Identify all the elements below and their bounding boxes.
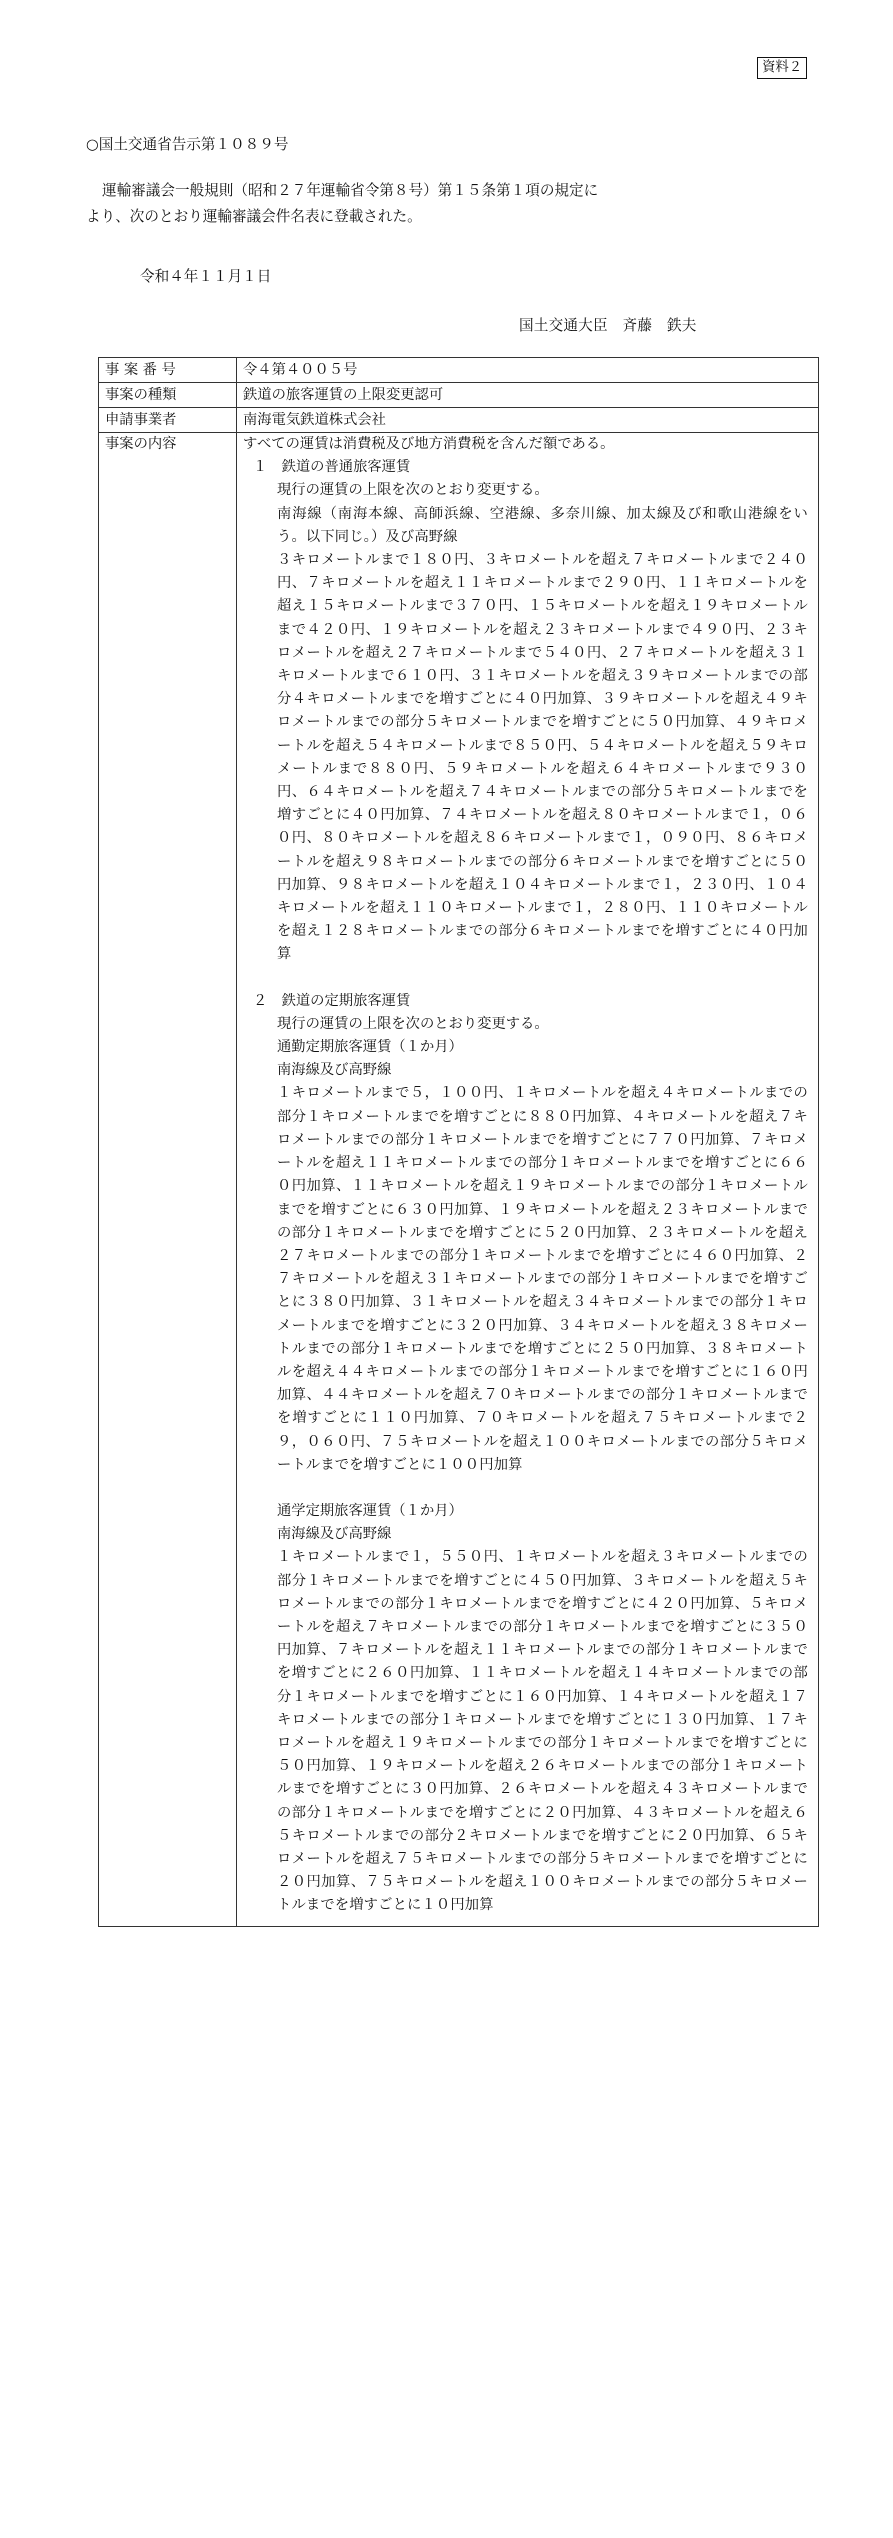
student-fare-text: １キロメートルまで１，５５０円、１キロメートルを超え３キロメートルまでの部分１キロメートルまでを増すごとに４５０円加算、３キロメートルを超え５キロメートルまでの部分１キロメートルまでを増すごとに４２０円加算、５キロメートルを超え７キロメートルまでの部分１キロメートルまでを増すごとに３５０円加算、７キロメートルを超え１１キロメートルまでの部分１キロメートルまでを増すごとに２６０円加算、１１キロメートルを超え１４キロメートルまでの部分１キロメートルまでを増すごとに１６０円加算、１４キロメートルを超え１７キロメートルまでの部分１キロメートルまでを増すごとに１３０円加算、１７キロメートルを超え１９キロメートルまでの部分１キロメートルまでを増すごとに５０円加算、１９キロメートルを超え２６キロメートルまでの部分１キロメートルまでを増すごとに３０円加算、２６キロメートルを超え４３キロメートルまでの部分１キロメートルまでを増すごとに２０円加算、４３キロメートルを超え６５キロメートルまでの部分２キロメートルまでを増すごとに２０円加算、６５キロメートルを超え７５キロメートルまでの部分５キロメートルまでを増すごとに２０円加算、７５キロメートルを超え１００キロメートルまでの部分５キロメートルまでを増すごとに１０円加算 <box>277 1549 808 1914</box>
section-2-title: ２ 鉄道の定期旅客運賃 <box>253 992 411 1009</box>
intro-line-2: より、次のとおり運輸審議会件名表に登載された。 <box>86 208 422 225</box>
document-badge: 資料２ <box>757 57 807 79</box>
commuter-heading: 通勤定期旅客運賃（１か月） <box>277 1039 463 1056</box>
commuter-fare-text: １キロメートルまで５，１００円、１キロメートルを超え４キロメートルまでの部分１キロメートルまでを増すごとに８８０円加算、４キロメートルを超え７キロメートルまでの部分１キロメートルまでを増すごとに７７０円加算、７キロメートルを超え１１キロメートルまでの部分１キロメートルまでを増すごとに６６０円加算、１１キロメートルを超え１９キロメートルまでの部分１キロメートルまでを増すごとに６３０円加算、１９キロメートルを超え２３キロメートルまでの部分１キロメートルまでを増すごとに５２０円加算、２３キロメートルを超え２７キロメートルまでの部分１キロメートルまでを増すごとに４６０円加算、２７キロメートルを超え３１キロメートルまでの部分１キロメートルまでを増すごとに３８０円加算、３１キロメートルを超え３４キロメートルまでの部分１キロメートルまでを増すごとに３２０円加算、３４キロメートルを超え３８キロメートルまでの部分１キロメートルまでを増すごとに２５０円加算、３８キロメートルを超え４４キロメートルまでの部分１キロメートルまでを増すごとに１６０円加算、４４キロメートルを超え７０キロメートルまでの部分１キロメートルまでを増すごとに１１０円加算、７０キロメートルを超え７５キロメートルまで２９，０６０円、７５キロメートルを超え１００キロメートルまでの部分５キロメートルまでを増すごとに１００円加算 <box>277 1085 808 1473</box>
content-lead: すべての運賃は消費税及び地方消費税を含んだ額である。 <box>243 436 615 452</box>
student-lines: 南海線及び高野線 <box>277 1526 392 1543</box>
case-number-label: 事 案 番 号 <box>99 358 237 383</box>
case-type-label: 事案の種類 <box>99 383 237 408</box>
case-details-table <box>98 357 819 1927</box>
case-type-value: 鉄道の旅客運賃の上限変更認可 <box>237 383 819 408</box>
row-applicant <box>99 408 819 433</box>
content-label: 事案の内容 <box>99 433 237 1927</box>
commuter-lines: 南海線及び高野線 <box>277 1062 392 1079</box>
content-value <box>237 433 819 1927</box>
student-heading: 通学定期旅客運賃（１か月） <box>277 1502 463 1519</box>
intro-line-1: 運輸審議会一般規則（昭和２７年運輸省令第８号）第１５条第１項の規定に <box>102 182 599 199</box>
spacer <box>243 967 818 990</box>
section-2-subtitle: 現行の運賃の上限を次のとおり変更する。 <box>277 1015 549 1032</box>
section-1-fare-text: ３キロメートルまで１８０円、３キロメートルを超え７キロメートルまで２４０円、７キロメートルを超え１１キロメートルまで２９０円、１１キロメートルを超え１５キロメートルまで３７０円、１５キロメートルを超え１９キロメートルまで４２０円、１９キロメートルを超え２３キロメートルまで４９０円、２３キロメートルを超え２７キロメートルまで５４０円、２７キロメートルを超え３１キロメートルまで６１０円、３１キロメートルを超え３９キロメートルまでの部分４キロメートルまでを増すごとに４０円加算、３９キロメートルを超え４９キロメートルまでの部分５キロメートルまでを増すごとに５０円加算、４９キロメートルを超え５４キロメートルまで８５０円、５４キロメートルを超え５９キロメートルまで８８０円、５９キロメートルを超え６４キロメートルまで９３０円、６４キロメートルを超え７４キロメートルまでの部分５キロメートルまでを増すごとに４０円加算、７４キロメートルを超え８０キロメートルまで１，０６０円、８０キロメートルを超え８６キロメートルまで１，０９０円、８６キロメートルを超え９８キロメートルまでの部分６キロメートルまでを増すごとに５０円加算、９８キロメートルを超え１０４キロメートルまで１，２３０円、１０４キロメートルを超え１１０キロメートルまで１，２８０円、１１０キロメートルを超え１２８キロメートルまでの部分６キロメートルまでを増すごとに４０円加算 <box>277 552 808 963</box>
row-case-number <box>99 358 819 383</box>
intro-paragraph <box>86 178 816 230</box>
case-number-value: 令４第４００５号 <box>237 358 819 383</box>
notice-date: 令和４年１１月１日 <box>140 268 272 285</box>
applicant-label: 申請事業者 <box>99 408 237 433</box>
row-case-type <box>99 383 819 408</box>
section-1-lines: 南海線（南海本線、高師浜線、空港線、多奈川線、加太線及び和歌山港線をいう。以下同じ。）及び高野線 <box>277 505 808 545</box>
notice-number: ○国土交通省告示第１０８９号 <box>86 136 289 153</box>
section-1-subtitle: 現行の運賃の上限を次のとおり変更する。 <box>277 482 549 499</box>
row-content <box>99 433 819 1927</box>
spacer <box>243 1477 818 1500</box>
signer: 国土交通大臣 斉藤 鉄夫 <box>519 317 697 334</box>
section-1-title: １ 鉄道の普通旅客運賃 <box>253 459 411 476</box>
applicant-value: 南海電気鉄道株式会社 <box>237 408 819 433</box>
